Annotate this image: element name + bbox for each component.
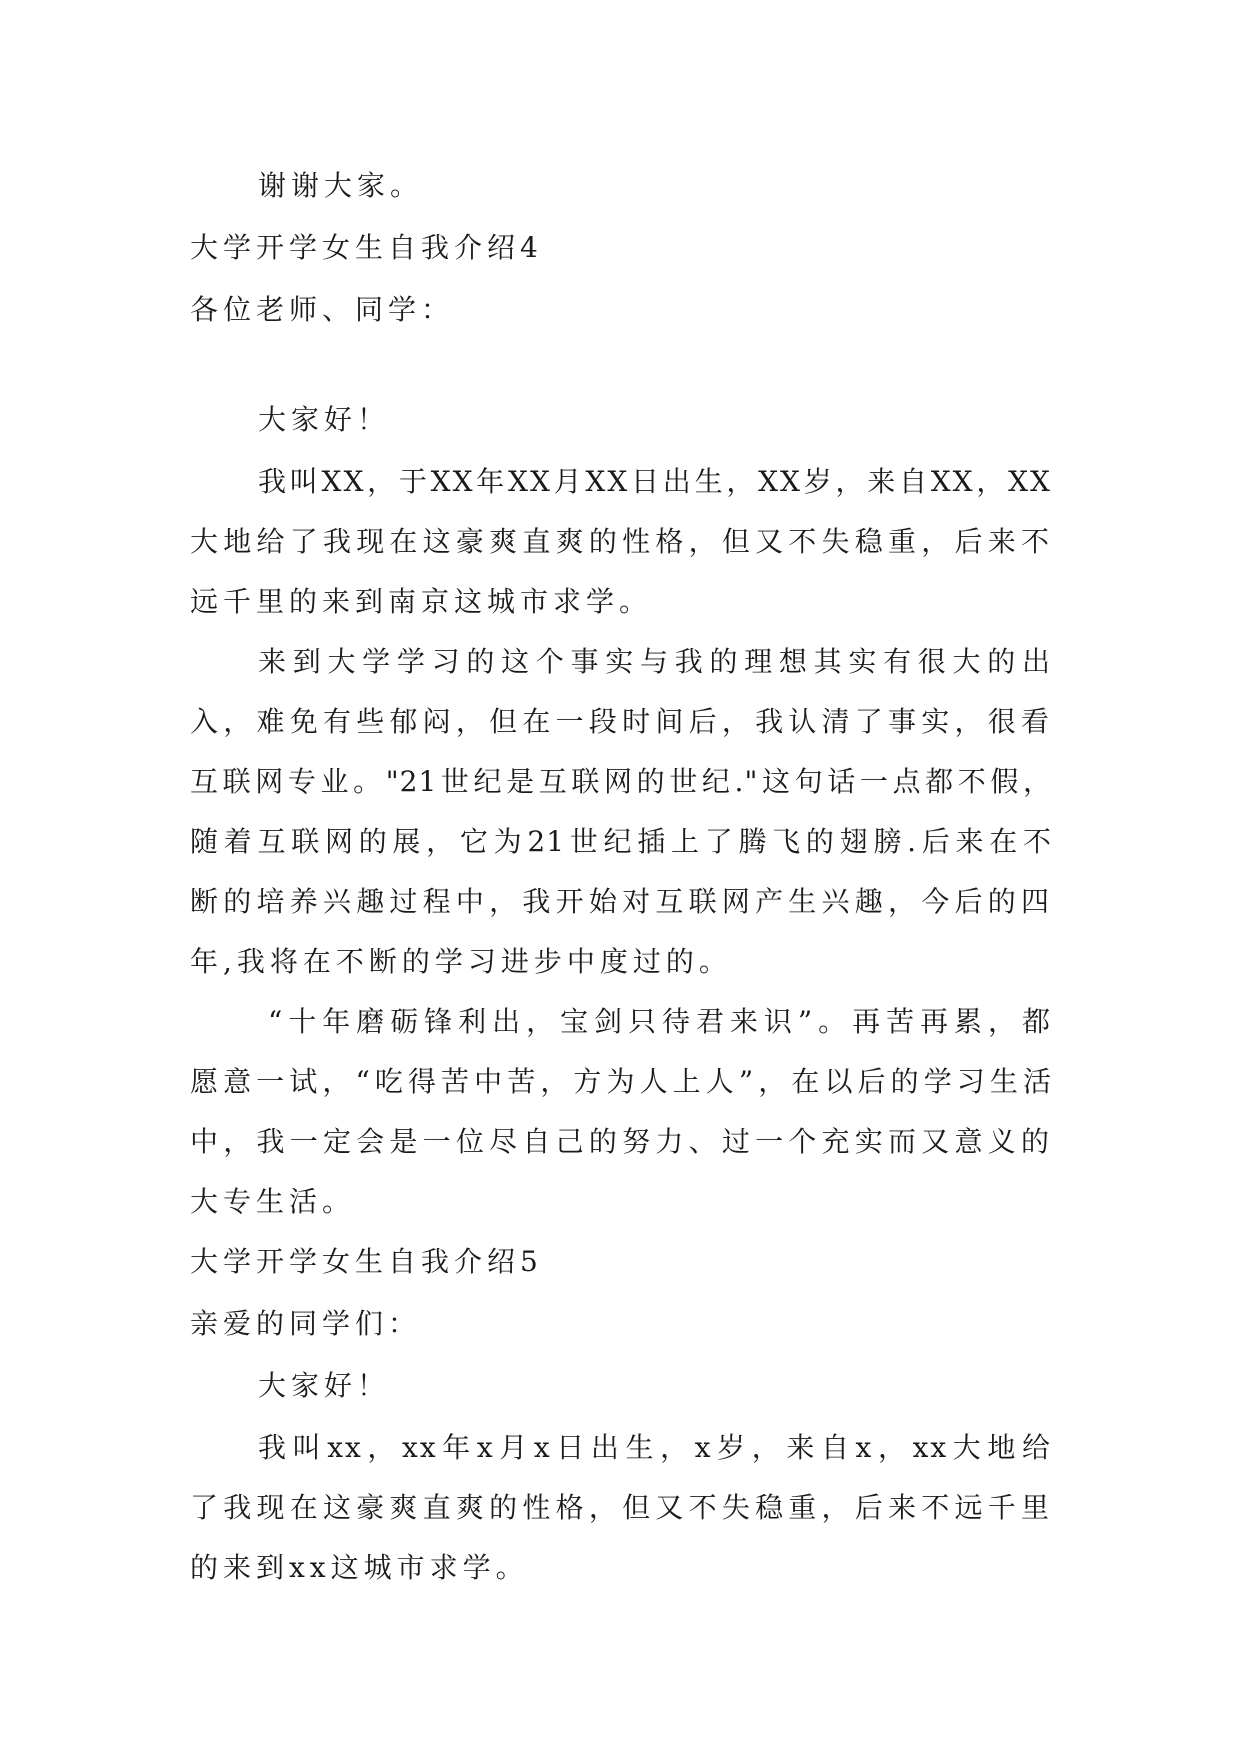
paragraph-line: 愿意一试，“吃得苦中苦，方为人上人”，在以后的学习生活: [190, 1065, 1052, 1098]
section-4-greeting: 大家好！: [258, 403, 391, 436]
section-5-salutation: 亲爱的同学们：: [190, 1307, 422, 1340]
paragraph-line: 来到大学学习的这个事实与我的理想其实有很大的出: [258, 645, 1052, 678]
paragraph-line: 中，我一定会是一位尽自己的努力、过一个充实而又意义的: [190, 1125, 1052, 1158]
section-4-heading: 大学开学女生自我介绍4: [190, 231, 543, 264]
paragraph-line: 年,我将在不断的学习进步中度过的。: [190, 945, 732, 978]
section-5-heading: 大学开学女生自我介绍5: [190, 1245, 543, 1278]
paragraph-line: 随着互联网的展，它为21世纪插上了腾飞的翅膀.后来在不: [190, 825, 1052, 858]
paragraph-line: 大专生活。: [190, 1185, 356, 1218]
paragraph-line: 了我现在这豪爽直爽的性格，但又不失稳重，后来不远千里: [190, 1491, 1052, 1524]
paragraph-line: “十年磨砺锋利出，宝剑只待君来识”。再苦再累，都: [268, 1005, 1052, 1038]
section-4-salutation: 各位老师、同学：: [190, 293, 455, 326]
paragraph-line: 断的培养兴趣过程中，我开始对互联网产生兴趣，今后的四: [190, 885, 1052, 918]
paragraph-line: 我叫XX，于XX年XX月XX日出生，XX岁，来自XX，XX: [258, 465, 1052, 498]
paragraph-line: 的来到xx这城市求学。: [190, 1551, 529, 1584]
section-5-greeting: 大家好！: [258, 1369, 391, 1402]
paragraph-line: 互联网专业。"21世纪是互联网的世纪."这句话一点都不假，: [190, 765, 1052, 798]
paragraph-line: 大地给了我现在这豪爽直爽的性格，但又不失稳重，后来不: [190, 525, 1052, 558]
paragraph-line: 我叫xx，xx年x月x日出生，x岁，来自x，xx大地给: [258, 1431, 1052, 1464]
paragraph-line: 入，难免有些郁闷，但在一段时间后，我认清了事实，很看: [190, 705, 1052, 738]
paragraph-line: 远千里的来到南京这城市求学。: [190, 585, 653, 618]
closing-line: 谢谢大家。: [258, 169, 424, 202]
